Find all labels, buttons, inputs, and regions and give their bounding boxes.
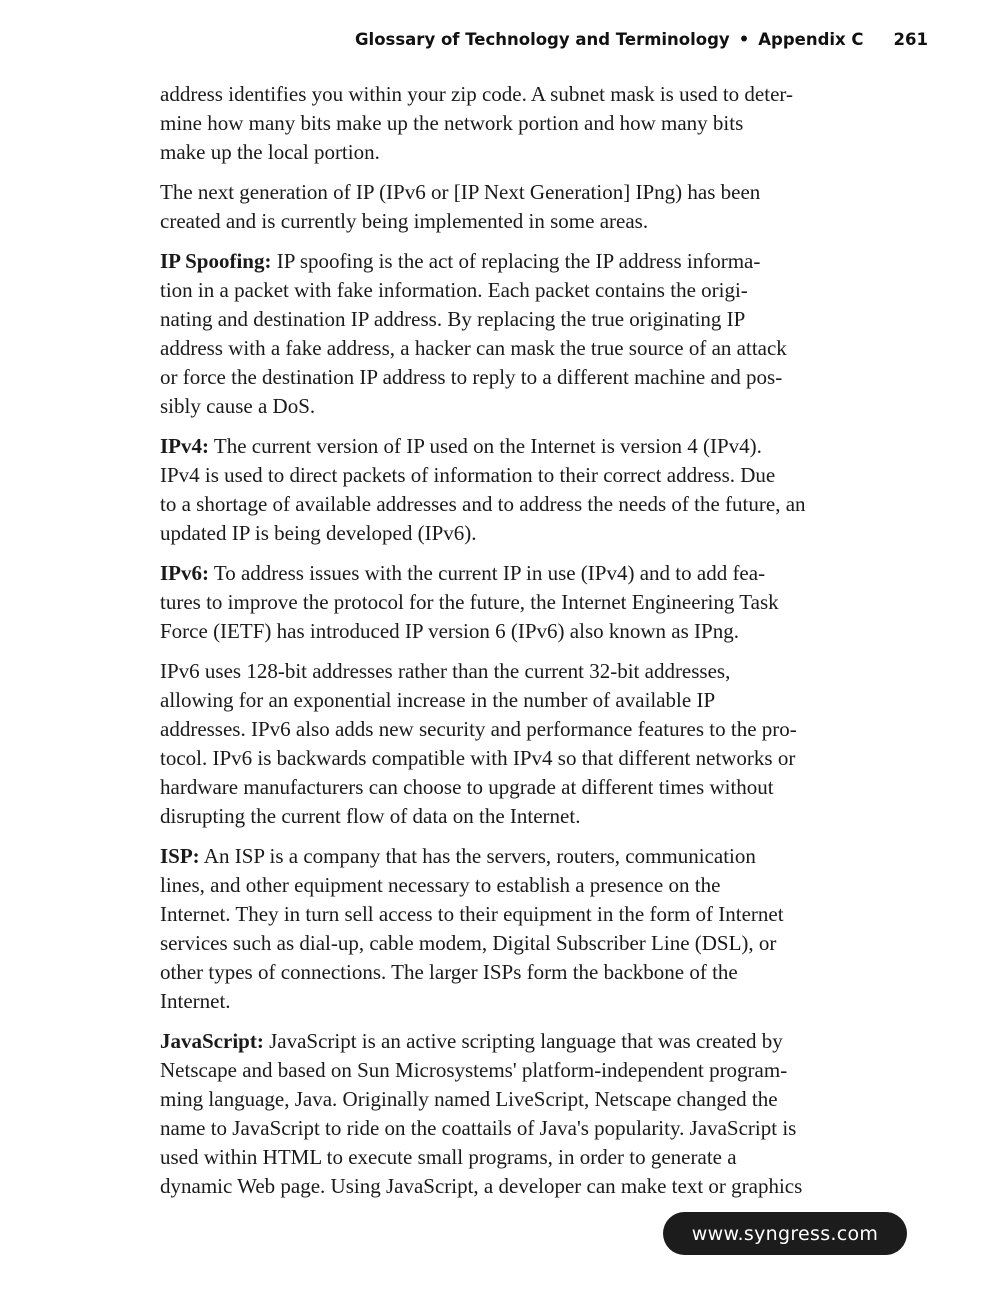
paragraph-text: The current version of IP used on the Internet is version 4 (IPv4). IPv4 is used to direct packets of information to their correct address. Due to a shortage of available addresses and to address the needs of the future, an updated IP is being developed (IPv6). bbox=[160, 434, 806, 545]
glossary-term: ISP: bbox=[160, 844, 200, 868]
paragraph-text: IPv6 uses 128-bit addresses rather than the current 32-bit addresses, allowing for an exponential increase in the number of available IP addresses. IPv6 also adds new security and performance features to the pro- tocol. IPv6 is backwards compatible with IPv4 so that different networks or hardware manufacturers can choose to upgrade at different times without disrupting the current flow of data on the Internet. bbox=[160, 659, 797, 828]
page-number: 261 bbox=[893, 30, 928, 49]
glossary-entry-ipv4 bbox=[160, 432, 865, 548]
chapter-title: Glossary of Technology and Terminology bbox=[355, 30, 730, 49]
glossary-entry-ipv6 bbox=[160, 559, 865, 646]
appendix-label: Appendix C bbox=[758, 30, 864, 49]
glossary-term: IPv6: bbox=[160, 561, 209, 585]
paragraph bbox=[160, 80, 865, 167]
bullet-separator: • bbox=[738, 30, 750, 49]
paragraph-text: The next generation of IP (IPv6 or [IP Next Generation] IPng) has been created and is currently being implemented in some areas. bbox=[160, 180, 761, 233]
paragraph-text: An ISP is a company that has the servers, routers, communication lines, and other equipment necessary to establish a presence on the Internet. They in turn sell access to their equipment in the form of Internet services such as dial-up, cable modem, Digital Subscriber Line (DSL), or other types of connections. The larger ISPs form the backbone of the Internet. bbox=[160, 844, 784, 1013]
publisher-url-badge[interactable]: www.syngress.com bbox=[663, 1212, 907, 1255]
glossary-term: JavaScript: bbox=[160, 1029, 264, 1053]
glossary-entry-javascript bbox=[160, 1027, 865, 1201]
paragraph bbox=[160, 657, 865, 831]
running-head bbox=[160, 30, 928, 49]
paragraph bbox=[160, 178, 865, 236]
body-text bbox=[160, 80, 865, 1212]
paragraph-text: address identifies you within your zip code. A subnet mask is used to deter- mine how many bits make up the network portion and how many bits make up the local portion. bbox=[160, 82, 793, 164]
glossary-term: IPv4: bbox=[160, 434, 209, 458]
glossary-entry-ip-spoofing bbox=[160, 247, 865, 421]
paragraph-text: IP spoofing is the act of replacing the IP address informa- tion in a packet with fake information. Each packet contains the origi- nating and destination IP address. By replacing the true originating IP address with a fake address, a hacker can mask the true source of an attack or force the destination IP address to reply to a different machine and pos- sibly cause a DoS. bbox=[160, 249, 787, 418]
paragraph-text: To address issues with the current IP in use (IPv4) and to add fea- tures to improve the protocol for the future, the Internet Engineering Task Force (IETF) has introduced IP version 6 (IPv6) also known as IPng. bbox=[160, 561, 779, 643]
paragraph-text: JavaScript is an active scripting language that was created by Netscape and based on Sun Microsystems' platform-independent program- ming language, Java. Originally named LiveScript, Netscape changed the name to JavaScript to ride on the coattails of Java's popularity. JavaScript is used within HTML to execute small programs, in order to generate a dynamic Web page. Using JavaScript, a developer can make text or graphics bbox=[160, 1029, 803, 1198]
glossary-term: IP Spoofing: bbox=[160, 249, 272, 273]
glossary-entry-isp bbox=[160, 842, 865, 1016]
